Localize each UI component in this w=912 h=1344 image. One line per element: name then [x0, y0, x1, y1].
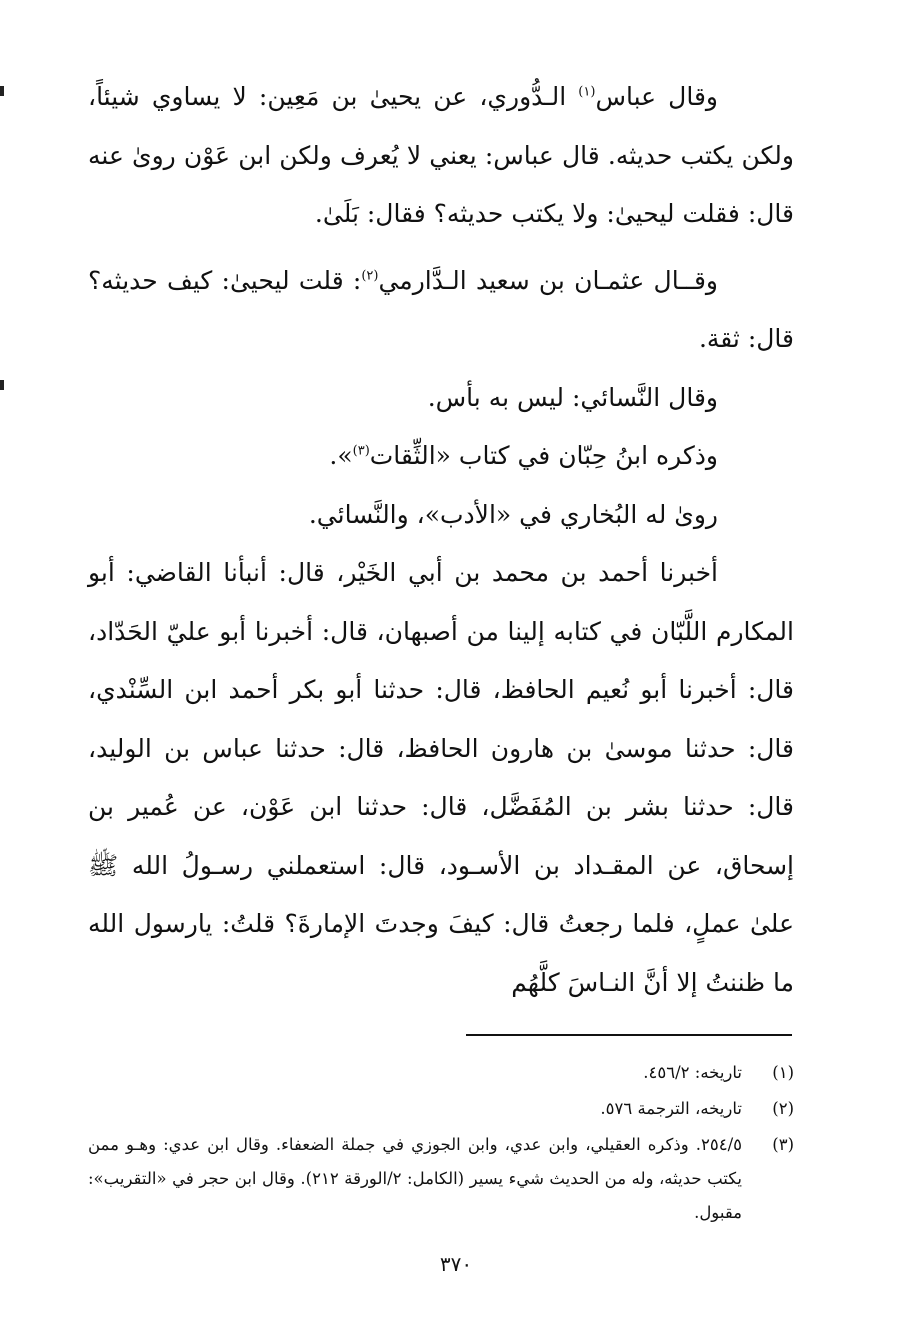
footnote-ref-1: (١)	[578, 84, 596, 100]
paragraph-2-text: وقــال عثمـان بن سعيد الـدَّارمي	[378, 265, 718, 295]
footnote-number: (٣)	[772, 1135, 794, 1154]
paragraph-2-text-rest: : قلت ليحيىٰ: كيف حديثه؟ قال: ثقة.	[88, 265, 794, 353]
footnote-text: ٢٥٤/٥. وذكره العقيلي، وابن عدي، وابن الجوزي في جملة الضعفاء. وقال ابن عدي: وهـو ممن يكتب حديثه، وله من الحديث شيء يسير (الكامل: ٢/الورقة ٢١٢). وقال ابن حجر في «التقريب»: مقبول.	[88, 1135, 742, 1222]
line-nasai: وقال النَّسائي: ليس به بأس.	[427, 382, 718, 412]
paragraph-isnad: أخبرنا أحمد بن محمد بن أبي الخَيْر، قال: أنبأنا القاضي: أبو المكارم اللَّبّان في كتابه إلينا من أصبهان، قال: أخبرنا أبو عليّ الحَدّاد، قال: أخبرنا أبو نُعيم الحافظ، قال: حدثنا أبو بكر أحمد ابن السِّنْدي، قال: حدثنا موسىٰ بن هارون الحافظ، قال: حدثنا عباس بن الوليد، قال: حدثنا بشر بن المُفَضَّل، قال: حدثنا ابن عَوْن، عن عُمير بن إسحاق، عن المقـداد بن الأسـود، قال: استعملني رسـولُ الله ﷺ علىٰ عملٍ، فلما رجعتُ قال: كيفَ وجدتَ الإمارةَ؟ قلتُ: يارسول الله ما ظننتُ إلا أنَّ النـاسَ كلَّهُم	[88, 558, 794, 997]
footnote-ref-2: (٢)	[361, 268, 379, 284]
line-ibn-hibban-end: ».	[329, 441, 353, 470]
margin-mark	[0, 86, 4, 96]
line-ibn-hibban-text: وذكره ابنُ حِبّان في كتاب «الثِّقات	[369, 441, 718, 470]
footnote-number: (١)	[772, 1063, 794, 1082]
footnote-number: (٢)	[772, 1099, 794, 1118]
page-number: ٣٧٠	[439, 1252, 473, 1276]
main-text	[88, 68, 794, 1012]
footnote-text: تاريخه: ٤٥٦/٢.	[643, 1063, 742, 1082]
paragraph-1	[88, 68, 794, 244]
footnote-text: تاريخه، الترجمة ٥٧٦.	[600, 1099, 742, 1118]
line-ibn-hibban	[88, 427, 794, 486]
paragraph-1-text: وقال عباس	[595, 82, 718, 111]
paragraph-1-text-rest: الـدُّوري، عن يحيىٰ بن مَعِين: لا يساوي شيئاً، ولكن يكتب حديثه. قال عباس: يعني لا يُعرف ولكن ابن عَوْن روىٰ عنه قال: فقلت ليحيىٰ: ولا يكتب حديثه؟ فقال: بَلَىٰ.	[88, 82, 794, 228]
footnote-3	[88, 1128, 794, 1230]
paragraph-2	[88, 252, 794, 369]
margin-mark	[0, 380, 4, 390]
line-bukhari: روىٰ له البُخاري في «الأدب»، والنَّسائي.	[308, 499, 718, 529]
footnote-1	[88, 1056, 794, 1090]
footnote-divider	[466, 1034, 792, 1036]
footnotes	[88, 1056, 794, 1232]
footnote-2	[88, 1092, 794, 1126]
footnote-ref-3: (٣)	[352, 443, 370, 459]
